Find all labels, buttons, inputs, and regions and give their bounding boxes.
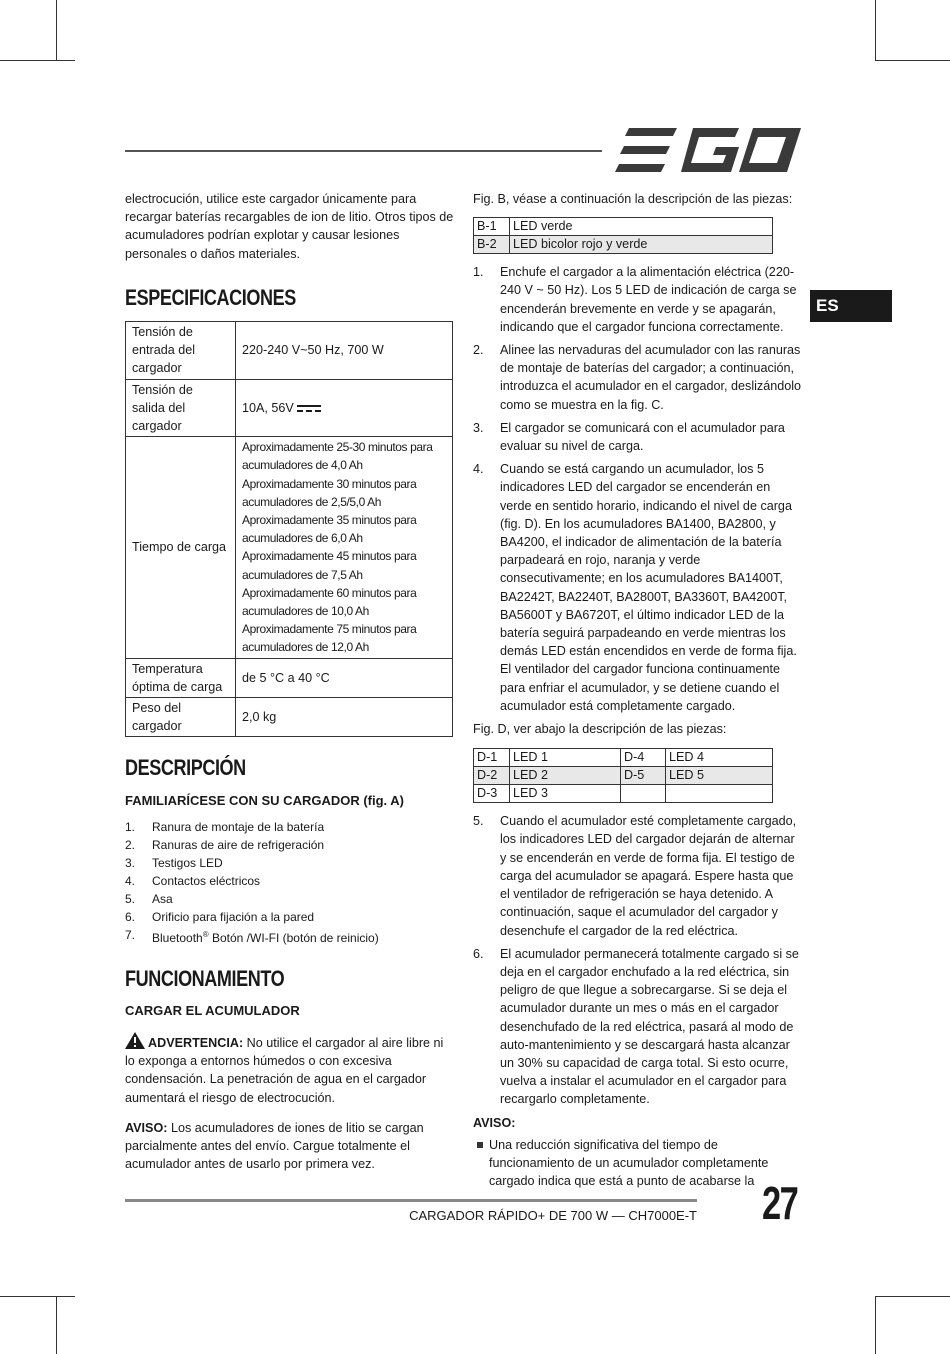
part-label: LED 2 xyxy=(510,767,621,785)
header-rule xyxy=(125,150,602,152)
footer-rule xyxy=(125,1199,697,1202)
list-item: 2. Ranuras de aire de refrigeración xyxy=(125,837,325,852)
charge-time-line: Aproximadamente 25-30 minutos para acumuladores de 4,0 Ah xyxy=(242,440,433,473)
spec-key: Tensión de salida del cargador xyxy=(126,379,236,437)
table-row xyxy=(126,658,453,697)
part-code: B-1 xyxy=(474,218,510,236)
warning-text: No utilice el cargador al aire libre ni lo exponga a entornos húmedos o con excesiva condensación. La penetración de agua en el cargador aumentará el riesgo de electrocución. xyxy=(125,1035,444,1105)
table-row xyxy=(126,322,453,380)
table-row xyxy=(126,379,453,437)
aviso-bullet-text: Una reducción significativa del tiempo de funcionamiento de un acumulador completamente cargado indica que está a punto de acabarse la xyxy=(489,1137,769,1189)
table-row xyxy=(474,218,773,236)
table-row xyxy=(126,437,453,658)
table-row xyxy=(474,767,773,785)
specs-heading: ESPECIFICACIONES xyxy=(125,284,296,310)
operation-heading: FUNCIONAMIENTO xyxy=(125,965,285,991)
charge-time-line: Aproximadamente 35 minutos para acumuladores de 6,0 Ah xyxy=(242,513,417,546)
list-item: 5. Cuando el acumulador esté completamente cargado, los indicadores LED del cargador dejarán de alternar y se encenderán en verde de forma fija. El testigo de carga del acumulador se apagará. Espere hasta que el ventilador de refrigeración se haya detenido. A continuación, saque el acumulador del cargador y desenchufe el cargador de la red eléctrica. xyxy=(473,814,797,938)
crop-mark xyxy=(56,0,57,60)
warning-triangle-icon xyxy=(125,1032,145,1049)
charge-time-line: Aproximadamente 45 minutos para acumuladores de 7,5 Ah xyxy=(242,549,417,582)
crop-mark xyxy=(0,1296,75,1297)
dc-symbol-icon xyxy=(297,404,321,414)
list-item: 3. El cargador se comunicará con el acumulador para evaluar su nivel de carga. xyxy=(473,420,785,454)
spec-key: Tensión de entrada del cargador xyxy=(126,322,236,380)
parts-list xyxy=(125,818,455,948)
list-item: 4. Cuando se está cargando un acumulador, los 5 indicadores LED del cargador se encenderán en verde en sentido horario, indicando el nivel de carga (fig. D). En los acumuladores BA1400, BA2800, y BA4200, el indicador de alimentación de la batería parpadeará en rojo, naranja y verde consecutivamente; en los acumuladores BA1400T, BA2242T, BA2240T, BA2800T, BA3360T, BA4200T, BA5600T y BA6720T, el último indicador LED de la batería seguirá parpadeando en verde mientras los demás LED están encendidos en verde de forma fija. El ventilador del cargador funciona continuamente para enfriar el acumulador, y se detiene cuando el acumulador está completamente cargado. xyxy=(473,462,797,713)
list-item: 5. Asa xyxy=(125,892,173,907)
bullet-square-icon xyxy=(477,1142,483,1148)
list-item: 6. El acumulador permanecerá totalmente cargado si se deja en el cargador enchufado a la red eléctrica, sin peligro de que llegue a sobrecargarse. Si se deja el acumulador durante un mes o más en el cargador desenchufado de la red eléctrica, pasará al modo de auto-mantenimiento y se descargará hasta alcanzar un 30% su capacidad de carga total. Si esto ocurre, vuelva a instalar el acumulador en el cargador para recargarlo completamente. xyxy=(473,946,799,1107)
part-code: D-4 xyxy=(621,749,666,767)
part-code: D-5 xyxy=(621,767,666,785)
part-code: B-2 xyxy=(474,236,510,254)
spec-key: Tiempo de carga xyxy=(126,437,236,658)
charge-time-line: Aproximadamente 30 minutos para acumuladores de 2,5/5,0 Ah xyxy=(242,476,417,509)
list-item: 1. Ranura de montaje de la batería xyxy=(125,819,325,834)
charge-time-line: Aproximadamente 60 minutos para acumuladores de 10,0 Ah xyxy=(242,585,417,619)
warning-paragraph xyxy=(125,1032,455,1107)
intro-paragraph: electrocución, utilice este cargador únicamente para recargar baterías recargables de ion de litio. Otros tipos de acumuladores podrían explotar y causar lesiones personales o daños materiales. xyxy=(125,192,454,261)
charge-time-line: Aproximadamente 75 minutos para acumuladores de 12,0 Ah xyxy=(242,622,417,655)
part-label: LED verde xyxy=(510,218,773,236)
part-label: LED 1 xyxy=(510,749,621,767)
crop-mark xyxy=(875,60,950,61)
description-heading: DESCRIPCIÓN xyxy=(125,755,246,781)
table-row xyxy=(474,785,773,803)
figd-table xyxy=(473,748,773,803)
steps-list xyxy=(473,263,803,715)
list-item: 7. Bluetooth® Botón /WI-FI (botón de reinicio) xyxy=(125,928,379,946)
part-code: D-1 xyxy=(474,749,510,767)
ego-logo-icon xyxy=(615,128,801,172)
list-item: 1. Enchufe el cargador a la alimentación eléctrica (220-240 V ~ 50 Hz). Los 5 LED de indicación de carga se encenderán brevemente en verde y se apagarán, indicando que el cargador funciona correctamente. xyxy=(473,265,797,334)
crop-mark xyxy=(0,60,75,61)
table-row xyxy=(474,236,773,254)
spec-value: 220-240 V~50 Hz, 700 W xyxy=(236,322,453,380)
aviso-label: AVISO: xyxy=(473,1115,516,1130)
spec-key: Temperatura óptima de carga xyxy=(126,658,236,697)
crop-mark xyxy=(875,1296,876,1354)
crop-mark xyxy=(875,1296,950,1297)
part-label: LED 3 xyxy=(510,785,621,803)
page-number: 27 xyxy=(762,1177,798,1229)
specs-table xyxy=(125,321,453,737)
list-item: 4. Contactos eléctricos xyxy=(125,874,261,889)
spec-value: de 5 °C a 40 °C xyxy=(236,658,453,697)
spec-value: 2,0 kg xyxy=(236,698,453,737)
language-tab: ES xyxy=(810,290,892,322)
list-item: 2. Alinee las nervaduras del acumulador con las ranuras de montaje de baterías del cargador; a continuación, introduzca el acumulador en el cargador, deslizándolo como se muestra en la fig. C. xyxy=(473,343,802,412)
description-subheading: FAMILIARÍCESE CON SU CARGADOR (fig. A) xyxy=(125,792,405,808)
footer-title: CARGADOR RÁPIDO+ DE 700 W — CH7000E-T xyxy=(409,1208,697,1223)
right-column xyxy=(473,190,803,1190)
part-code xyxy=(621,785,666,803)
notice-label: AVISO: xyxy=(125,1120,168,1135)
part-label xyxy=(666,785,773,803)
spec-key: Peso del cargador xyxy=(126,698,236,737)
output-value: 10A, 56V xyxy=(242,400,294,415)
figb-intro: Fig. B, véase a continuación la descripción de las piezas: xyxy=(473,192,793,206)
operation-subheading: CARGAR EL ACUMULADOR xyxy=(125,1002,300,1018)
notice-paragraph xyxy=(125,1119,455,1174)
part-code: D-3 xyxy=(474,785,510,803)
figd-intro: Fig. D, ver abajo la descripción de las piezas: xyxy=(473,722,727,737)
part-label: LED 4 xyxy=(666,749,773,767)
part-code: D-2 xyxy=(474,767,510,785)
spec-value xyxy=(236,379,453,437)
spec-value xyxy=(236,437,453,658)
table-row xyxy=(126,698,453,737)
part-label: LED bicolor rojo y verde xyxy=(510,236,773,254)
left-column xyxy=(125,190,455,1173)
crop-mark xyxy=(875,0,876,60)
notice-text: Los acumuladores de iones de litio se cargan parcialmente antes del envío. Cargue totalmente el acumulador antes de usarlo por primera vez. xyxy=(125,1120,424,1172)
warning-label: ADVERTENCIA: xyxy=(148,1035,244,1050)
list-item: 6. Orificio para fijación a la pared xyxy=(125,910,315,925)
figb-table xyxy=(473,217,773,254)
crop-mark xyxy=(56,1296,57,1354)
aviso-bullet xyxy=(473,1136,803,1191)
table-row xyxy=(474,749,773,767)
list-item: 3. Testigos LED xyxy=(125,856,223,871)
steps-list-continued xyxy=(473,812,803,1108)
part-label: LED 5 xyxy=(666,767,773,785)
